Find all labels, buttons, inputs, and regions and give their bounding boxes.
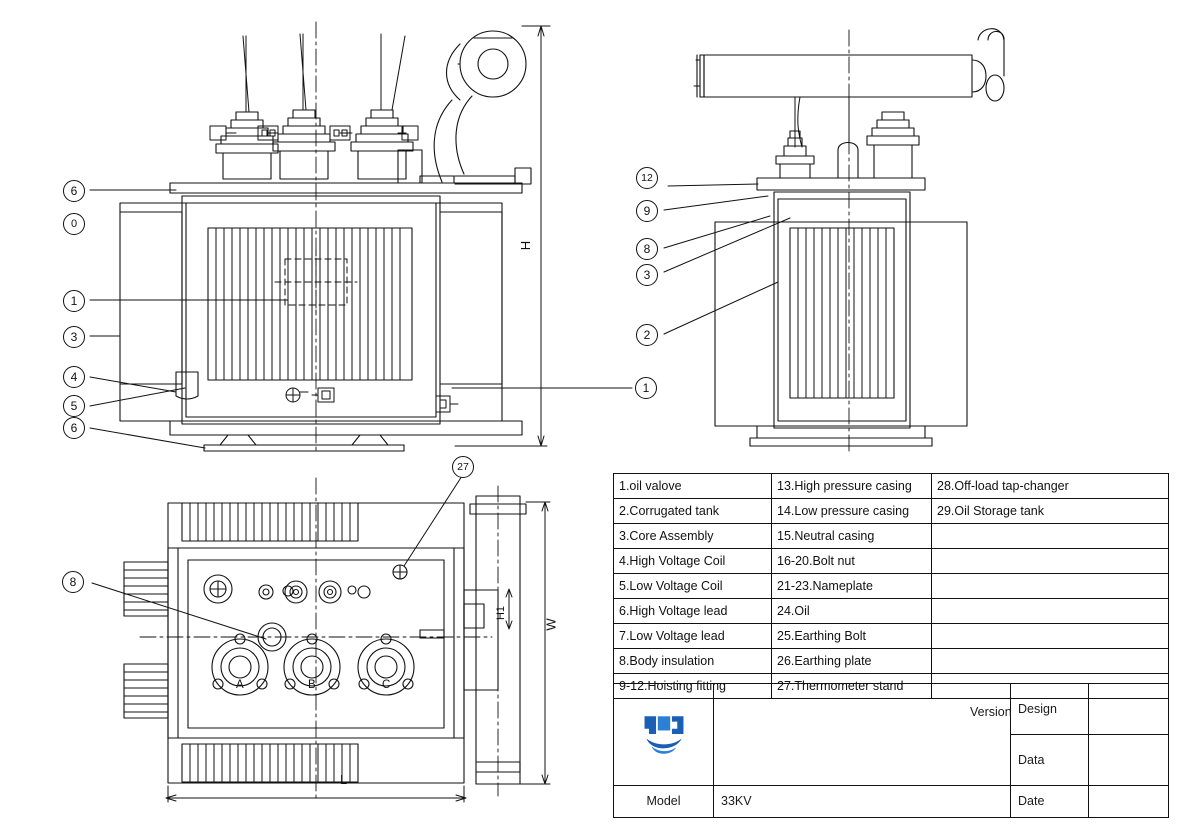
callout-label: 8 bbox=[69, 575, 77, 589]
table-row bbox=[614, 499, 1169, 524]
model-value: 33KV bbox=[714, 785, 1011, 817]
callout-label: 5 bbox=[70, 399, 78, 413]
part-cell: 24.Oil bbox=[772, 599, 932, 624]
model-label: Model bbox=[614, 785, 714, 817]
part-cell: 27.Thermometer stand bbox=[772, 674, 932, 699]
data-value bbox=[1089, 734, 1169, 785]
part-cell: 29.Oil Storage tank bbox=[932, 499, 1169, 524]
callout-label: 9 bbox=[643, 204, 651, 218]
callout-front-6-bottom[interactable] bbox=[63, 417, 85, 439]
callout-label: 6 bbox=[70, 184, 78, 198]
callout-label: 4 bbox=[70, 370, 78, 384]
part-cell: 3.Core Assembly bbox=[614, 524, 772, 549]
callout-plan-27[interactable] bbox=[452, 456, 474, 478]
part-cell: 28.Off-load tap-changer bbox=[932, 474, 1169, 499]
phase-label-a: A bbox=[236, 679, 244, 691]
callout-label: 2 bbox=[643, 328, 651, 342]
dimension-text: L bbox=[340, 772, 348, 787]
part-cell: 25.Earthing Bolt bbox=[772, 624, 932, 649]
part-cell: 7.Low Voltage lead bbox=[614, 624, 772, 649]
dimension-label-height bbox=[518, 238, 534, 253]
part-cell: 15.Neutral casing bbox=[772, 524, 932, 549]
callout-label: 27 bbox=[457, 460, 469, 473]
callout-side-3[interactable] bbox=[636, 264, 658, 286]
title-block-table bbox=[613, 683, 1169, 818]
part-cell: 26.Earthing plate bbox=[772, 649, 932, 674]
callout-label: 3 bbox=[70, 330, 78, 344]
table-row bbox=[614, 524, 1169, 549]
callout-front-0[interactable] bbox=[63, 213, 85, 235]
design-value bbox=[1089, 684, 1169, 735]
part-cell: 9-12.Hoisting fitting bbox=[614, 674, 772, 699]
callout-side-2[interactable] bbox=[636, 324, 658, 346]
table-row bbox=[614, 649, 1169, 674]
table-row bbox=[614, 624, 1169, 649]
dimension-text: H bbox=[518, 240, 534, 251]
dimension-text: W bbox=[543, 618, 559, 631]
table-row bbox=[614, 574, 1169, 599]
table-row bbox=[614, 785, 1169, 817]
design-label: Design bbox=[1011, 684, 1089, 735]
title-block-blank-cell bbox=[714, 684, 1011, 786]
table-row bbox=[614, 474, 1169, 499]
part-cell: 13.High pressure casing bbox=[772, 474, 932, 499]
callout-label: 1 bbox=[642, 381, 650, 395]
callout-plan-8[interactable] bbox=[62, 571, 84, 593]
callout-front-1-right[interactable] bbox=[635, 377, 657, 399]
part-cell: 8.Body insulation bbox=[614, 649, 772, 674]
callout-side-12[interactable] bbox=[636, 167, 658, 189]
part-cell: 4.High Voltage Coil bbox=[614, 549, 772, 574]
callout-label: 8 bbox=[643, 242, 651, 256]
dimension-label-width bbox=[545, 617, 557, 632]
dimension-label-length bbox=[340, 772, 347, 787]
part-cell bbox=[932, 649, 1169, 674]
callout-label: 12 bbox=[641, 171, 653, 184]
part-cell bbox=[932, 624, 1169, 649]
part-cell: 21-23.Nameplate bbox=[772, 574, 932, 599]
callout-label: 0 bbox=[70, 217, 78, 230]
title-block bbox=[613, 683, 1169, 818]
part-cell bbox=[932, 599, 1169, 624]
part-cell bbox=[932, 574, 1169, 599]
part-cell: 6.High Voltage lead bbox=[614, 599, 772, 624]
callout-front-3[interactable] bbox=[63, 326, 85, 348]
callout-label: 1 bbox=[70, 294, 78, 308]
callout-front-5[interactable] bbox=[63, 395, 85, 417]
part-cell bbox=[932, 549, 1169, 574]
date-label: Date bbox=[1011, 785, 1089, 817]
table-row bbox=[614, 549, 1169, 574]
company-logo bbox=[637, 711, 691, 757]
callout-label: 6 bbox=[70, 421, 78, 435]
callout-label: 3 bbox=[643, 268, 651, 282]
table-row bbox=[614, 684, 1169, 735]
callout-side-9[interactable] bbox=[636, 200, 658, 222]
phase-label-c: C bbox=[382, 679, 391, 691]
dimension-label-height-plan bbox=[494, 604, 508, 619]
part-cell: 14.Low pressure casing bbox=[772, 499, 932, 524]
version-label: Version bbox=[970, 705, 1012, 719]
dimension-text: H1 bbox=[495, 605, 508, 621]
parts-list bbox=[613, 473, 1169, 699]
date-value bbox=[1089, 785, 1169, 817]
callout-front-6-top[interactable] bbox=[63, 180, 85, 202]
data-label: Data bbox=[1011, 734, 1089, 785]
callout-front-4[interactable] bbox=[63, 366, 85, 388]
part-cell: 16-20.Bolt nut bbox=[772, 549, 932, 574]
part-cell: 1.oil valove bbox=[614, 474, 772, 499]
callout-front-1[interactable] bbox=[63, 290, 85, 312]
part-cell bbox=[932, 524, 1169, 549]
table-row bbox=[614, 599, 1169, 624]
logo-cell bbox=[614, 684, 714, 786]
phase-label-b: B bbox=[308, 679, 316, 691]
callout-side-8[interactable] bbox=[636, 238, 658, 260]
company-logo-icon bbox=[637, 711, 691, 757]
part-cell: 5.Low Voltage Coil bbox=[614, 574, 772, 599]
part-cell: 2.Corrugated tank bbox=[614, 499, 772, 524]
